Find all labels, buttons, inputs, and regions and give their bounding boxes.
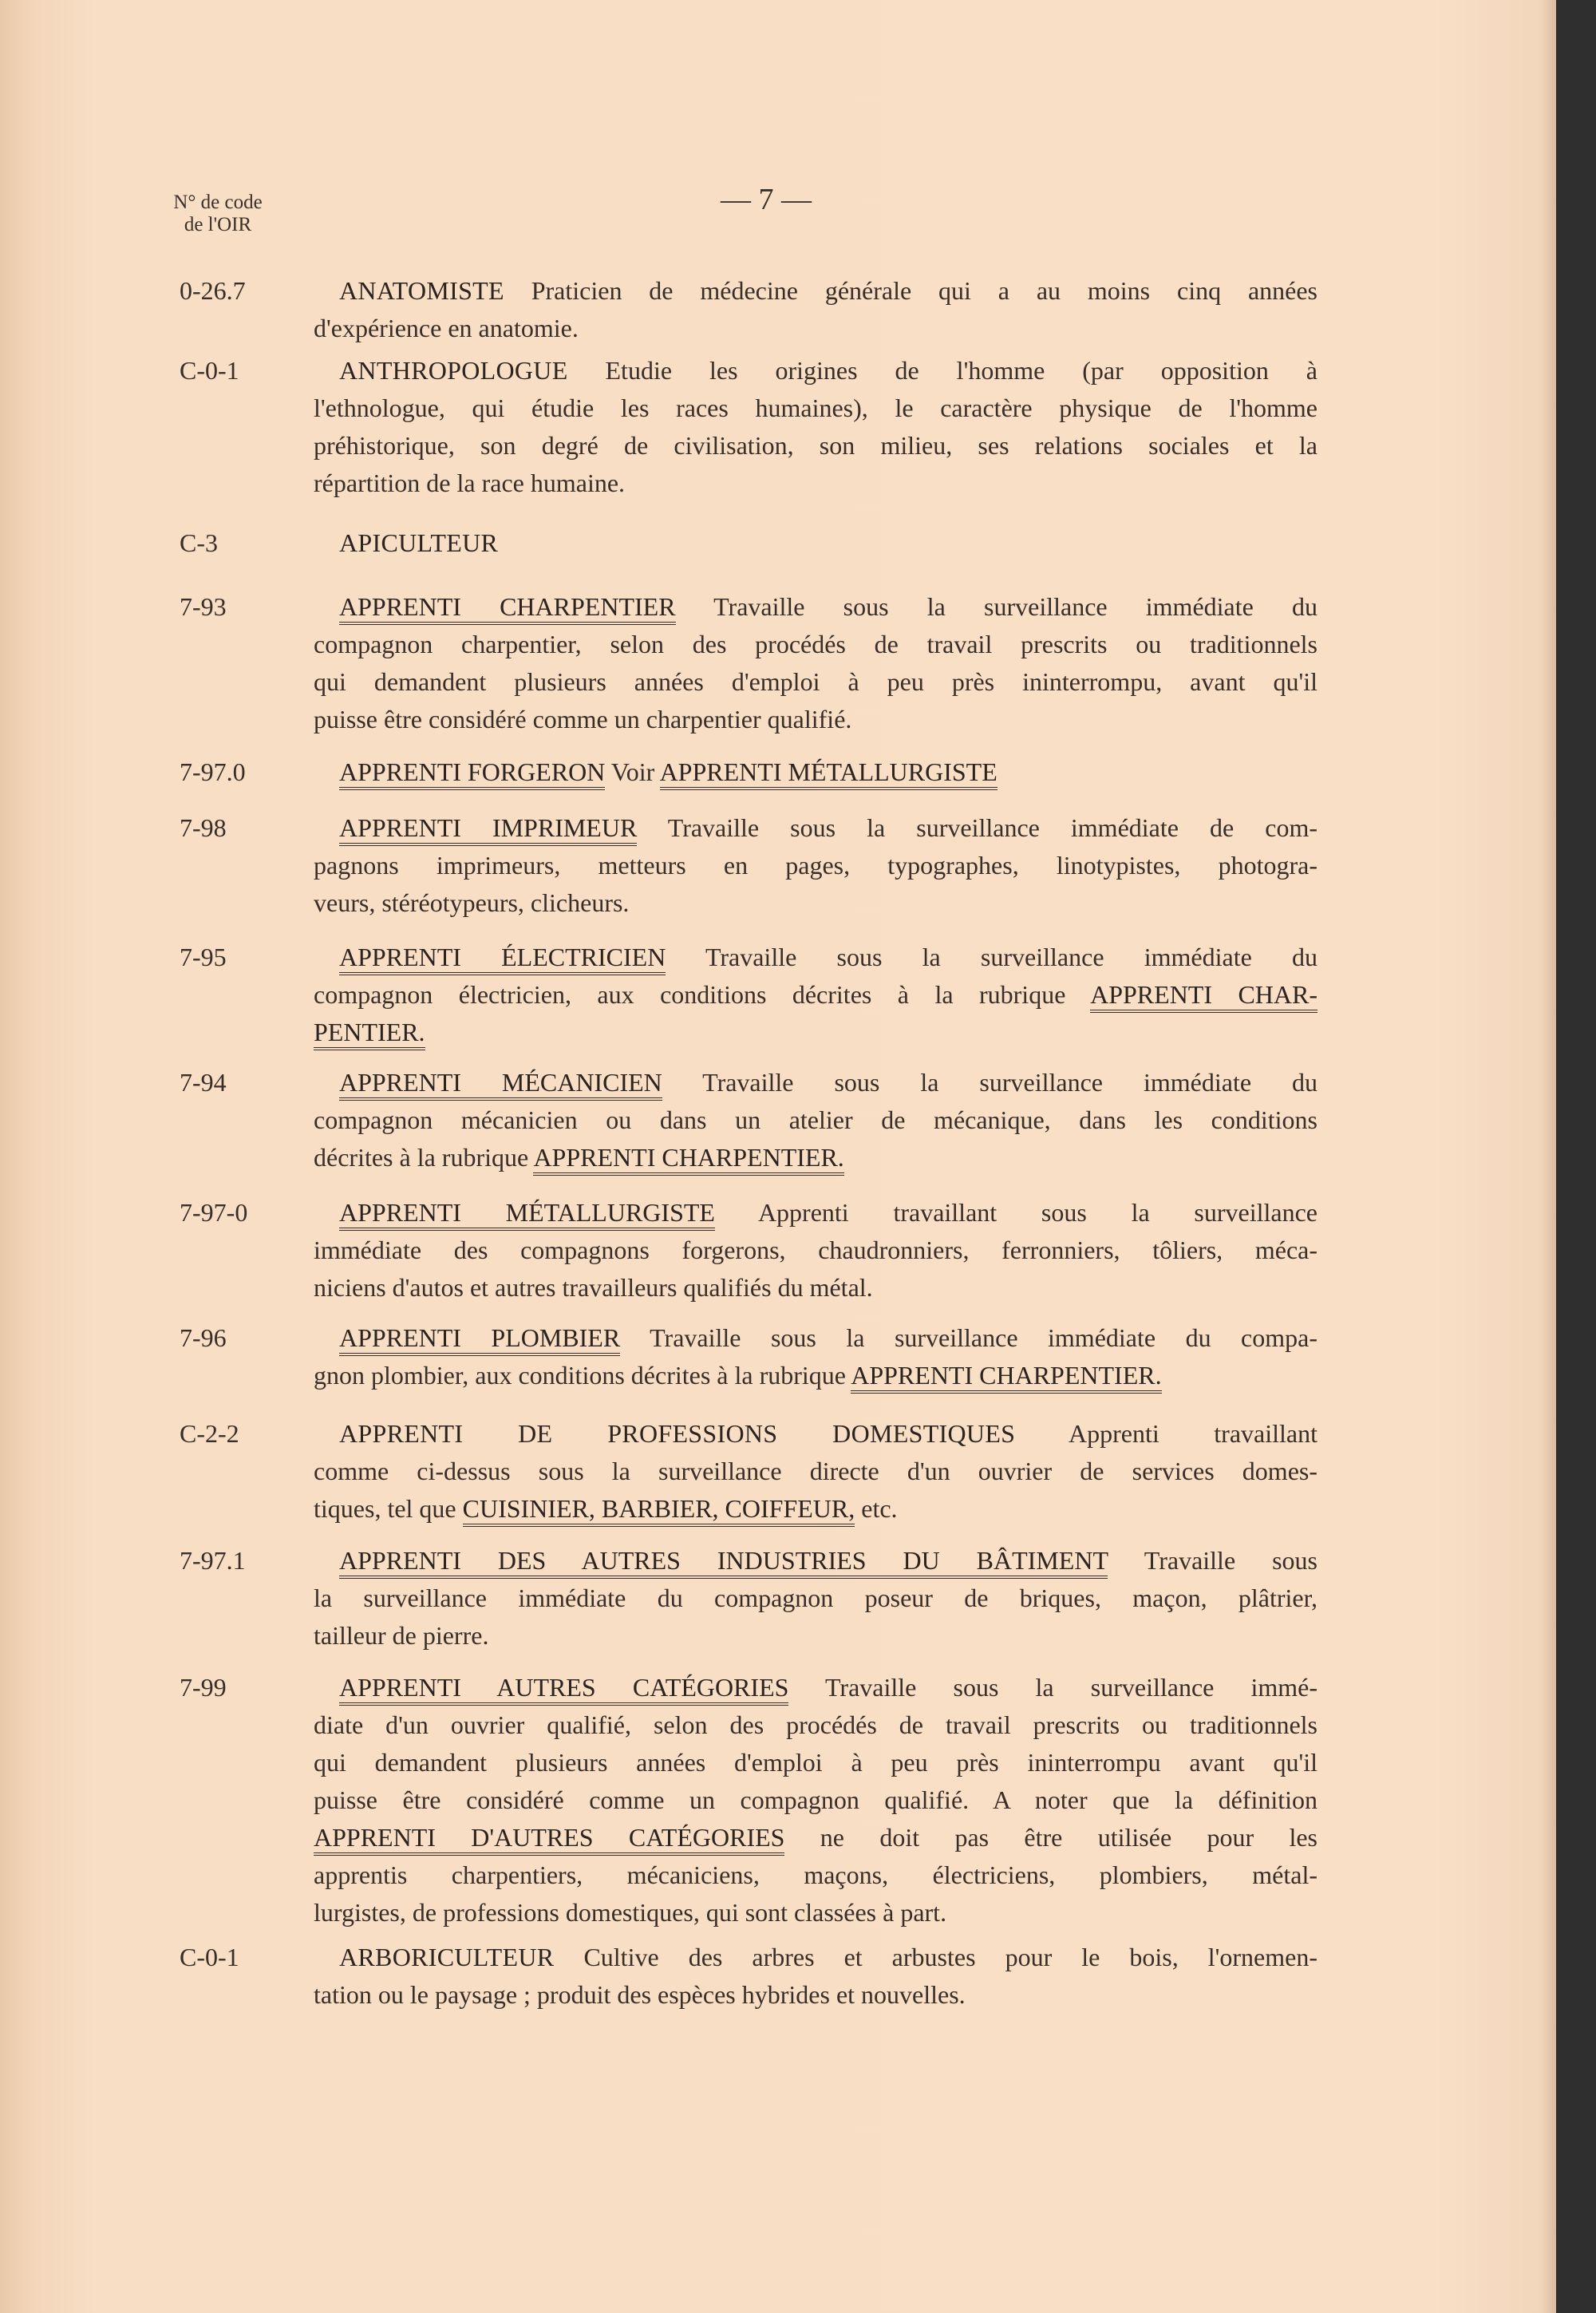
definition-text: Travaille sous la surveillance immé-: [788, 1673, 1318, 1702]
definition-text: Travaille sous la surveillance immédiate du: [666, 943, 1318, 971]
cross-reference-term: APPRENTI CHARPENTIER.: [851, 1361, 1161, 1394]
definition-text: pagnons imprimeurs, metteurs en pages, typographes, linotypistes, photogra-: [314, 851, 1317, 880]
definition-text: décrites à la rubrique: [314, 1143, 534, 1172]
definition-text: lurgistes, de professions domestiques, qui sont classées à part.: [314, 1898, 947, 1927]
definition-text: Travaille sous la surveillance immédiate du: [675, 592, 1317, 621]
text-line: [314, 1490, 1317, 1528]
entry-text: [314, 588, 1317, 738]
text-line: [314, 427, 1317, 465]
text-line: [314, 1894, 1317, 1931]
oir-code: 7-96: [180, 1323, 227, 1352]
definition-text: niciens d'autos et autres travailleurs qualifiés du métal.: [314, 1273, 873, 1302]
text-line: [314, 701, 1317, 738]
definition-text: la surveillance immédiate du compagnon poseur de briques, maçon, plâtrier,: [314, 1584, 1317, 1612]
text-line: [314, 1453, 1317, 1490]
definition-text: l'ethnologue, qui étudie les races humaines), le caractère physique de l'homme: [314, 393, 1317, 422]
text-line: [314, 847, 1317, 884]
entry-text: [314, 809, 1317, 922]
text-line: [314, 1819, 1317, 1856]
oir-code: 7-97.1: [180, 1546, 246, 1575]
definition-text: qui demandent plusieurs années d'emploi à peu près ininterrompu avant qu'il: [314, 1748, 1317, 1777]
text-line: [314, 1580, 1317, 1617]
text-line: [314, 1319, 1317, 1357]
headword: APICULTEUR: [339, 528, 499, 557]
text-line: [314, 1706, 1317, 1744]
entry-text: [314, 939, 1317, 1051]
entry-text: [314, 1415, 1317, 1528]
definition-text: gnon plombier, aux conditions décrites à la rubrique: [314, 1361, 851, 1390]
entry-text: [314, 1319, 1317, 1394]
definition-text: immédiate des compagnons forgerons, chaudronniers, ferronniers, tôliers, méca-: [314, 1236, 1317, 1264]
definition-text: ne doit pas être utilisée pour les: [784, 1823, 1318, 1852]
oir-code: 7-97-0: [180, 1198, 248, 1227]
oir-code: 7-94: [180, 1068, 227, 1097]
text-line: [314, 524, 1317, 562]
definition-text: répartition de la race humaine.: [314, 469, 626, 497]
entry-text: [314, 272, 1317, 347]
headword: ANTHROPOLOGUE: [339, 356, 568, 385]
text-line: [314, 389, 1317, 427]
definition-text: puisse être considéré comme un charpentier qualifié.: [314, 705, 852, 733]
entry-text: [314, 1194, 1317, 1307]
text-line: [314, 1669, 1317, 1706]
oir-code: 7-98: [180, 813, 227, 842]
code-label-line-2: de l'OIR: [184, 214, 252, 235]
entry-text: [314, 1939, 1317, 2014]
definition-text: préhistorique, son degré de civilisation, son milieu, ses relations sociales et la: [314, 431, 1317, 460]
headword: ANATOMISTE: [339, 276, 504, 305]
text-line: [314, 1617, 1317, 1655]
oir-code: C-0-1: [180, 1943, 239, 1971]
oir-code: C-2-2: [180, 1419, 239, 1448]
text-line: [314, 352, 1317, 389]
definition-text: Voir: [605, 757, 660, 786]
cross-reference-term: APPRENTI DES AUTRES INDUSTRIES DU BÂTIMENT: [339, 1546, 1108, 1579]
definition-text: compagnon mécanicien ou dans un atelier de mécanique, dans les conditions: [314, 1105, 1317, 1134]
cross-reference-term: APPRENTI IMPRIMEUR: [339, 813, 637, 846]
definition-text: Travaille sous la surveillance immédiate de com-: [637, 813, 1318, 842]
entry-text: [314, 1669, 1317, 1931]
definition-text: Praticien de médecine générale qui a au moins cinq années: [504, 276, 1317, 305]
oir-code: 7-93: [180, 592, 227, 621]
definition-text: tiques, tel que: [314, 1494, 463, 1523]
text-line: [314, 1357, 1317, 1394]
definition-text: etc.: [855, 1494, 898, 1523]
definition-text: Apprenti travaillant: [1015, 1419, 1318, 1448]
text-line: [314, 1139, 1317, 1176]
definition-text: tation ou le paysage ; produit des espèces hybrides et nouvelles.: [314, 1980, 966, 2009]
oir-code: 7-99: [180, 1673, 227, 1702]
definition-text: Apprenti travaillant sous la surveillance: [714, 1198, 1317, 1227]
text-line: [314, 1269, 1317, 1307]
cross-reference-term: APPRENTI MÉTALLURGISTE: [339, 1198, 715, 1231]
entry-text: [314, 524, 1317, 562]
cross-reference-term: PENTIER.: [314, 1018, 425, 1050]
definition-text: diate d'un ouvrier qualifié, selon des procédés de travail prescrits ou traditionnels: [314, 1710, 1317, 1739]
entry-text: [314, 352, 1317, 502]
text-line: [314, 1064, 1317, 1101]
definition-text: compagnon électricien, aux conditions décrites à la rubrique: [314, 980, 1091, 1009]
headword: ARBORICULTEUR: [339, 1943, 555, 1971]
text-line: [314, 626, 1317, 663]
text-line: [314, 1542, 1317, 1580]
text-line: [314, 1781, 1317, 1819]
cross-reference-term: APPRENTI D'AUTRES CATÉGORIES: [314, 1823, 784, 1856]
code-column-header: [158, 192, 278, 236]
text-line: [314, 310, 1317, 347]
text-line: [314, 272, 1317, 310]
entry-text: [314, 1542, 1317, 1655]
definition-text: Travaille sous la surveillance immédiate du: [662, 1068, 1317, 1097]
cross-reference-term: CUISINIER, BARBIER, COIFFEUR,: [463, 1494, 855, 1527]
page-number: — 7 —: [721, 183, 812, 216]
text-line: [314, 1415, 1317, 1453]
definition-text: Travaille sous la surveillance immédiate du compa-: [620, 1323, 1318, 1352]
headword: APPRENTI DE PROFESSIONS DOMESTIQUES: [339, 1419, 1016, 1448]
text-line: [314, 753, 1317, 791]
text-line: [314, 1014, 1317, 1051]
entry-text: [314, 753, 1317, 791]
text-line: [314, 588, 1317, 626]
text-line: [314, 976, 1317, 1014]
text-line: [314, 663, 1317, 701]
cross-reference-term: APPRENTI CHARPENTIER: [339, 592, 676, 625]
definition-text: puisse être considéré comme un compagnon qualifié. A noter que la définition: [314, 1785, 1317, 1814]
text-line: [314, 1194, 1317, 1232]
definition-text: veurs, stéréotypeurs, clicheurs.: [314, 888, 630, 917]
text-line: [314, 1976, 1317, 2014]
cross-reference-term: APPRENTI FORGERON: [339, 757, 605, 790]
oir-code: 0-26.7: [180, 276, 246, 305]
text-line: [314, 939, 1317, 976]
definition-text: qui demandent plusieurs années d'emploi à peu près ininterrompu, avant qu'il: [314, 667, 1317, 696]
oir-code: C-3: [180, 528, 218, 557]
definition-text: compagnon charpentier, selon des procédés de travail prescrits ou traditionnels: [314, 630, 1317, 658]
text-line: [314, 884, 1317, 922]
cross-reference-term: APPRENTI AUTRES CATÉGORIES: [339, 1673, 788, 1706]
oir-code: C-0-1: [180, 356, 239, 385]
code-label-line-1: N° de code: [173, 192, 263, 213]
text-line: [314, 1101, 1317, 1139]
cross-reference-term: APPRENTI PLOMBIER: [339, 1323, 620, 1356]
definition-text: tailleur de pierre.: [314, 1621, 489, 1650]
text-line: [314, 465, 1317, 502]
definition-text: d'expérience en anatomie.: [314, 314, 579, 342]
cross-reference-term: APPRENTI CHAR-: [1090, 980, 1317, 1013]
definition-text: apprentis charpentiers, mécaniciens, maçons, électriciens, plombiers, métal-: [314, 1860, 1317, 1889]
cross-reference-term: APPRENTI ÉLECTRICIEN: [339, 943, 666, 975]
definition-text: Travaille sous: [1108, 1546, 1318, 1575]
definition-text: Etudie les origines de l'homme (par opposition à: [567, 356, 1317, 385]
entry-text: [314, 1064, 1317, 1176]
text-line: [314, 1856, 1317, 1894]
text-line: [314, 1744, 1317, 1781]
text-line: [314, 809, 1317, 847]
cross-reference-term: APPRENTI MÉCANICIEN: [339, 1068, 662, 1101]
text-line: [314, 1939, 1317, 1976]
cross-reference-term: APPRENTI CHARPENTIER.: [533, 1143, 843, 1176]
cross-reference-term: APPRENTI MÉTALLURGISTE: [660, 757, 998, 790]
oir-code: 7-95: [180, 943, 227, 971]
definition-text: comme ci-dessus sous la surveillance directe d'un ouvrier de services domes-: [314, 1457, 1317, 1485]
definition-text: Cultive des arbres et arbustes pour le bois, l'ornemen-: [554, 1943, 1317, 1971]
oir-code: 7-97.0: [180, 757, 246, 786]
text-line: [314, 1232, 1317, 1269]
